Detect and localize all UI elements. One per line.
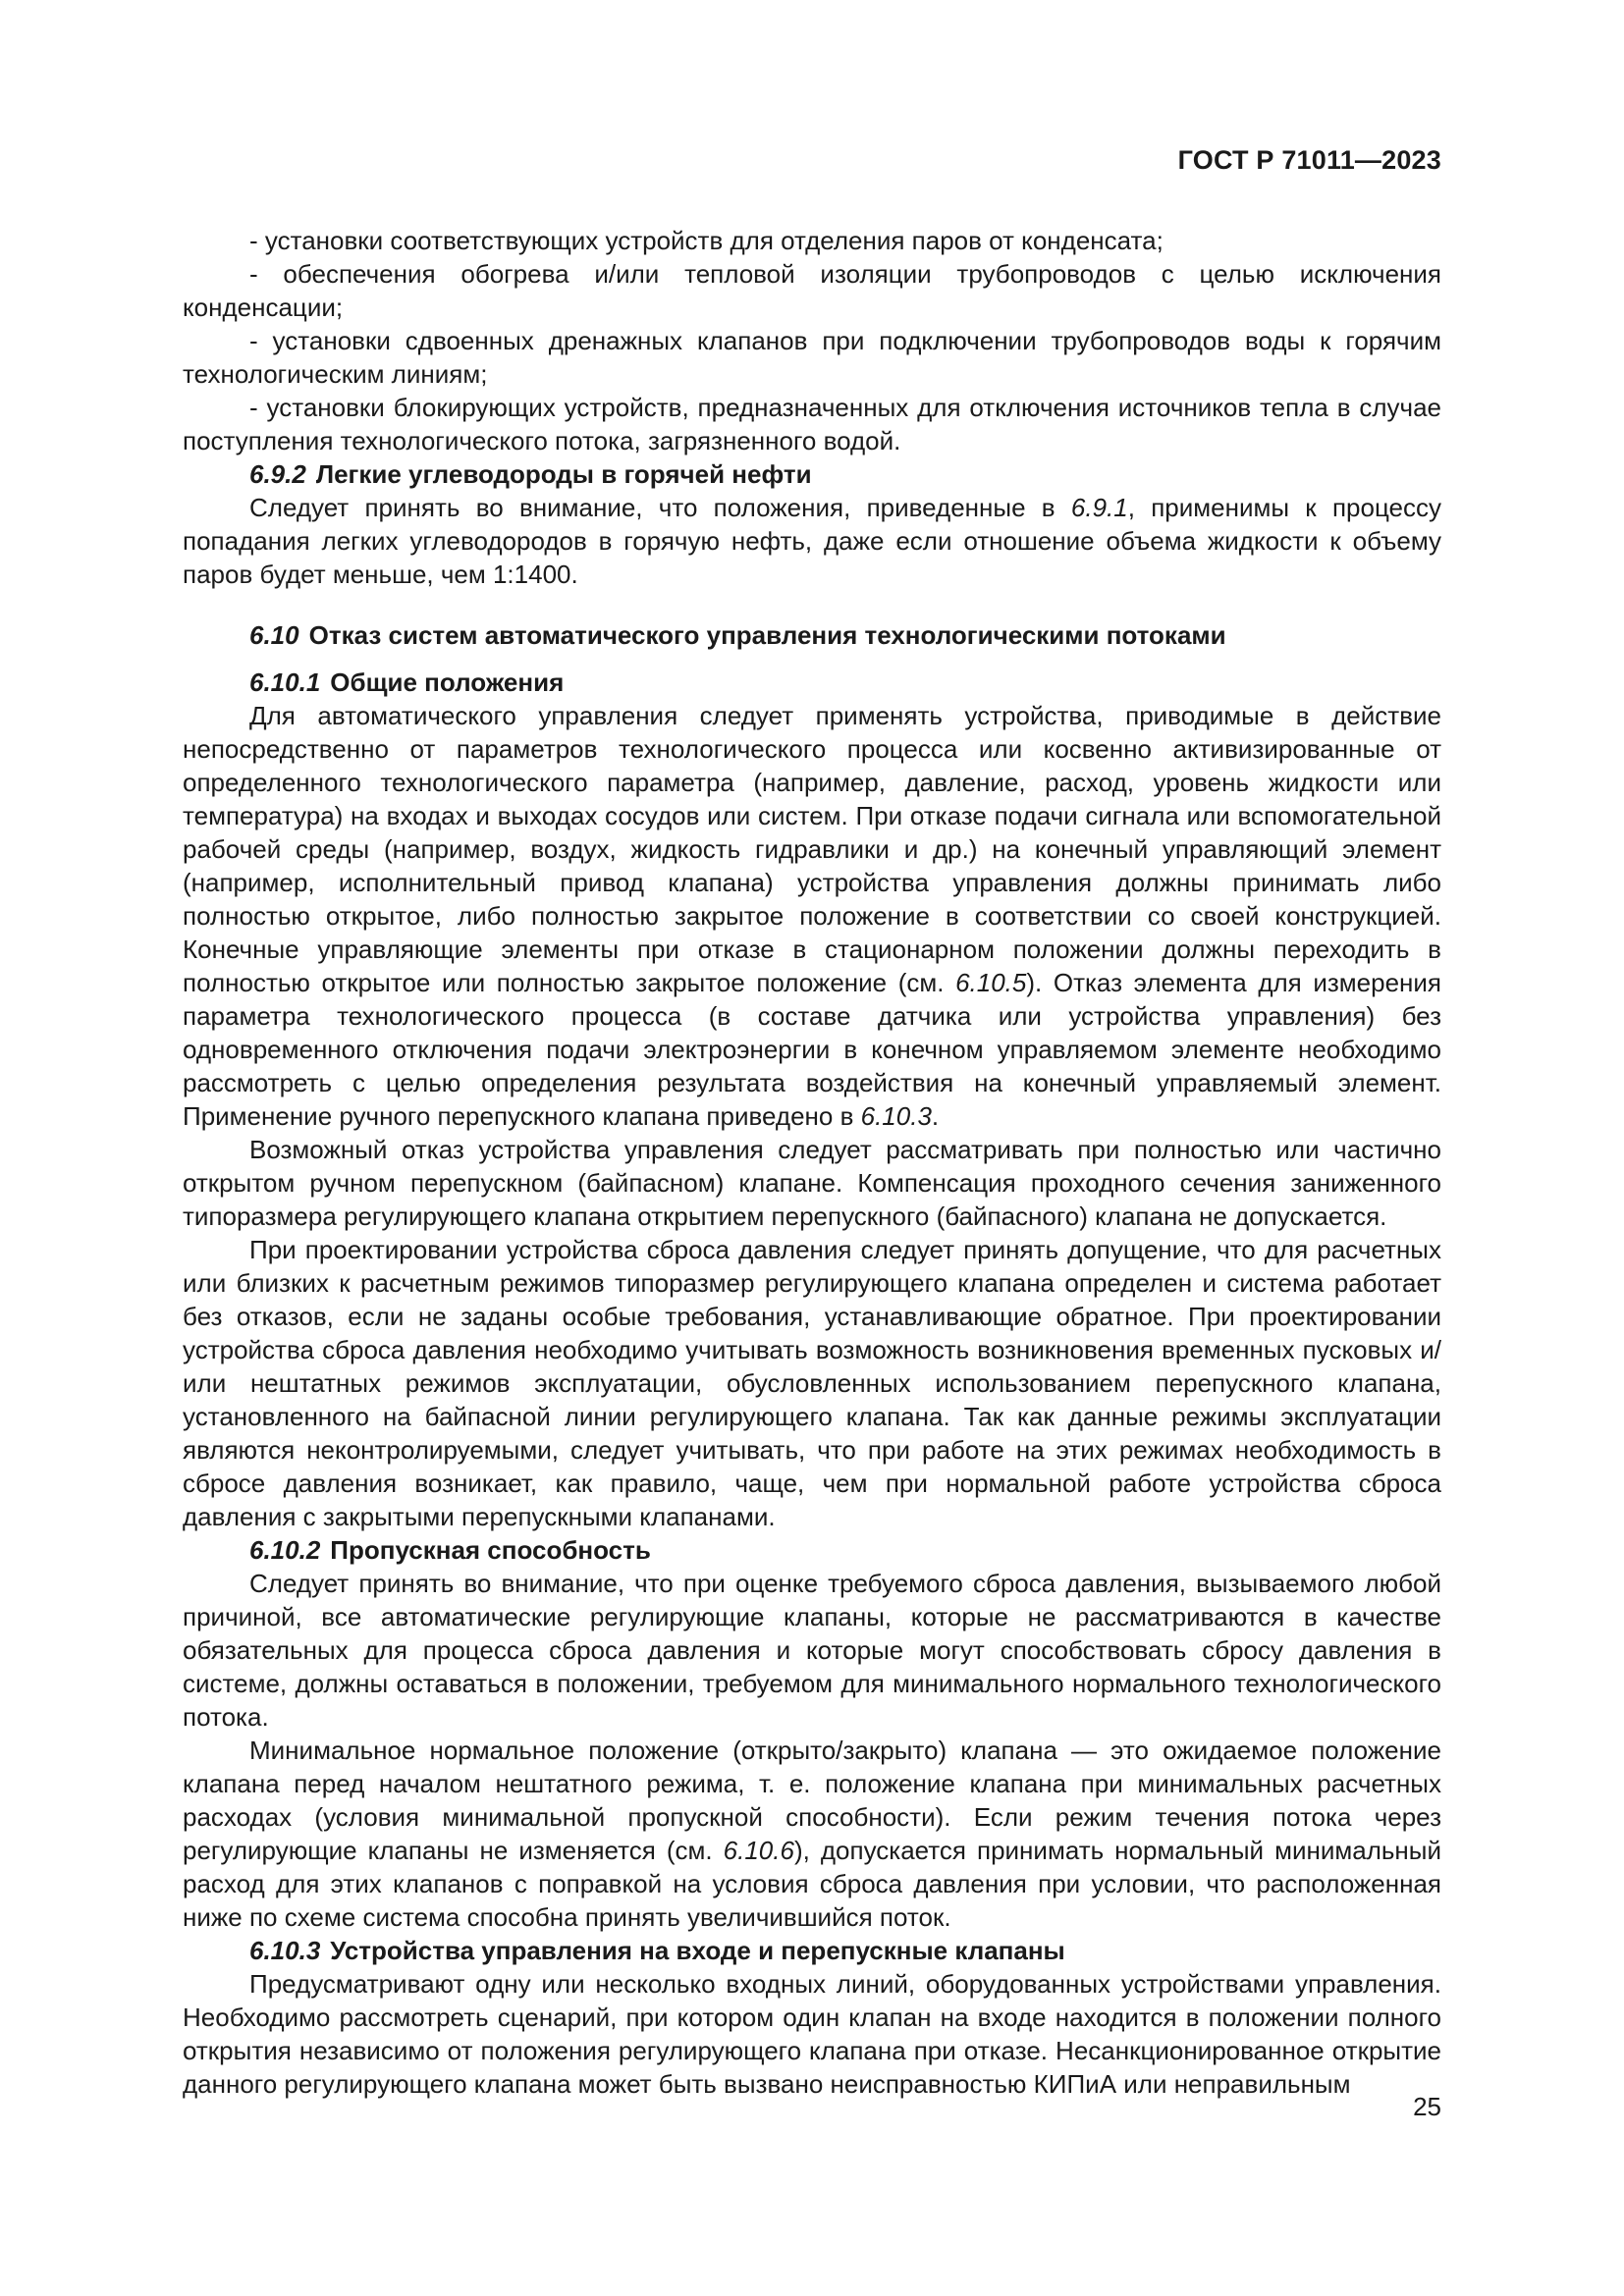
paragraph-text: ). Отказ элемента для измерения параметра технологического процесса (в составе датчика или устройства управления) без одновременного отключения подачи электроэнергии в конечном управляемом элементе необходимо рассмотреть с целью определения результата воздействия на конечный управляемый элемент. Применение ручного перепускного клапана приведено в bbox=[183, 968, 1441, 1131]
list-item: - установки соответствующих устройств для отделения паров от конденсата; bbox=[249, 226, 1164, 255]
paragraph bbox=[183, 491, 1441, 591]
paragraph-text: . bbox=[931, 1101, 940, 1131]
page-number: 25 bbox=[1413, 2092, 1441, 2121]
paragraph: Возможный отказ устройства управления следует рассматривать при полностью или частично открытом ручном перепускном (байпасном) клапане. Компенсация проходного сечения заниженного типоразмера регулирующего клапана открытием перепускного (байпасного) клапана не допускается. bbox=[183, 1135, 1441, 1231]
paragraph-text: ), допускается принимать нормальный минимальный расход для этих клапанов с поправкой на условия сброса давления при условии, что расположенная ниже по схеме система способна принять увеличившийся поток. bbox=[183, 1836, 1442, 1932]
section-heading-6-10-1 bbox=[183, 666, 1441, 699]
section-heading-6-10-2 bbox=[183, 1533, 1441, 1567]
paragraph-text: , применимы к процессу попадания легких углеводородов в горячую нефть, даже если отношение объема жидкости к объему паров будет меньше, чем 1:1400. bbox=[183, 493, 1442, 589]
section-number: 6.10.2 bbox=[249, 1535, 321, 1565]
section-title: Отказ систем автоматического управления технологическими потоками bbox=[308, 620, 1226, 650]
section-number: 6.10.1 bbox=[249, 667, 321, 697]
cross-reference: 6.10.3 bbox=[860, 1101, 932, 1131]
paragraph: При проектировании устройства сброса давления следует принять допущение, что для расчетных или близких к расчетным режимов типоразмер регулирующего клапана определен и система работает без отказов, если не заданы особые требования, устанавливающие обратное. При проектировании устройства сброса давления необходимо учитывать возможность возникновения временных пусковых и/или нештатных режимов эксплуатации, обусловленных использованием перепускного клапана, установленного на байпасной линии регулирующего клапана. Так как данные режимы эксплуатации являются неконтролируемыми, следует учитывать, что при работе на этих режимах необходимость в сбросе давления возникает, как правило, чаще, чем при нормальной работе устройства сброса давления с закрытыми перепускными клапанами. bbox=[183, 1235, 1441, 1531]
section-heading-6-10-3 bbox=[183, 1934, 1441, 1967]
cross-reference: 6.10.5 bbox=[955, 968, 1027, 997]
paragraph bbox=[183, 1734, 1441, 1934]
section-number: 6.10 bbox=[249, 620, 299, 650]
document-code: ГОСТ Р 71011—2023 bbox=[1177, 145, 1441, 175]
paragraph-text: Минимальное нормальное положение (открыто/закрыто) клапана — это ожидаемое положение клапана перед началом нештатного режима, т. е. положение клапана при минимальных расчетных расходах (условия минимальной пропускной способности). Если режим течения потока через регулирующие клапаны не изменяется (см. bbox=[183, 1735, 1441, 1865]
paragraph-text: Следует принять во внимание, что положения, приведенные в bbox=[249, 493, 1071, 522]
section-title: Пропускная способность bbox=[330, 1535, 651, 1565]
section-number: 6.10.3 bbox=[249, 1936, 321, 1965]
section-heading-6-9-2 bbox=[183, 457, 1441, 491]
section-title: Устройства управления на входе и перепускные клапаны bbox=[330, 1936, 1065, 1965]
cross-reference: 6.9.1 bbox=[1070, 493, 1128, 522]
paragraph: Предусматривают одну или несколько входных линий, оборудованных устройствами управления. Необходимо рассмотреть сценарий, при котором один клапан на входе находится в положении полного открытия независимо от положения регулирующего клапана при отказе. Несанкционированное открытие данного регулирующего клапана может быть вызвано неисправностью КИПиА или неправильным bbox=[183, 1969, 1441, 2099]
section-title: Легкие углеводороды в горячей нефти bbox=[315, 459, 812, 489]
section-number: 6.9.2 bbox=[249, 459, 306, 489]
list-item: - установки блокирующих устройств, предназначенных для отключения источников тепла в случае поступления технологического потока, загрязненного водой. bbox=[183, 393, 1441, 455]
list-item: - установки сдвоенных дренажных клапанов при подключении трубопроводов воды к горячим технологическим линиям; bbox=[183, 326, 1441, 389]
paragraph: Следует принять во внимание, что при оценке требуемого сброса давления, вызываемого любой причиной, все автоматические регулирующие клапаны, которые не рассматриваются в качестве обязательных для процесса сброса давления и которые могут способствовать сбросу давления в системе, должны оставаться в положении, требуемом для минимального нормального технологического потока. bbox=[183, 1569, 1441, 1732]
section-heading-6-10 bbox=[183, 618, 1441, 652]
cross-reference: 6.10.6 bbox=[723, 1836, 794, 1865]
paragraph-text: Для автоматического управления следует применять устройства, приводимые в действие непосредственно от параметров технологического процесса или косвенно активизированные от определенного технологического параметра (например, давление, расход, уровень жидкости или температура) на входах и выходах сосудов или систем. При отказе подачи сигнала или вспомогательной рабочей среды (например, воздух, жидкость гидравлики и др.) на конечный управляющий элемент (например, исполнительный привод клапана) устройства управления должны принимать либо полностью открытое, либо полностью закрытое положение в соответствии со своей конструкцией. Конечные управляющие элементы при отказе в стационарном положении должны переходить в полностью открытое или полностью закрытое положение (см. bbox=[183, 701, 1441, 997]
paragraph bbox=[183, 699, 1441, 1133]
document-body bbox=[183, 224, 1441, 2101]
section-title: Общие положения bbox=[330, 667, 565, 697]
list-item: - обеспечения обогрева и/или тепловой изоляции трубопроводов с целью исключения конденсации; bbox=[183, 259, 1441, 322]
